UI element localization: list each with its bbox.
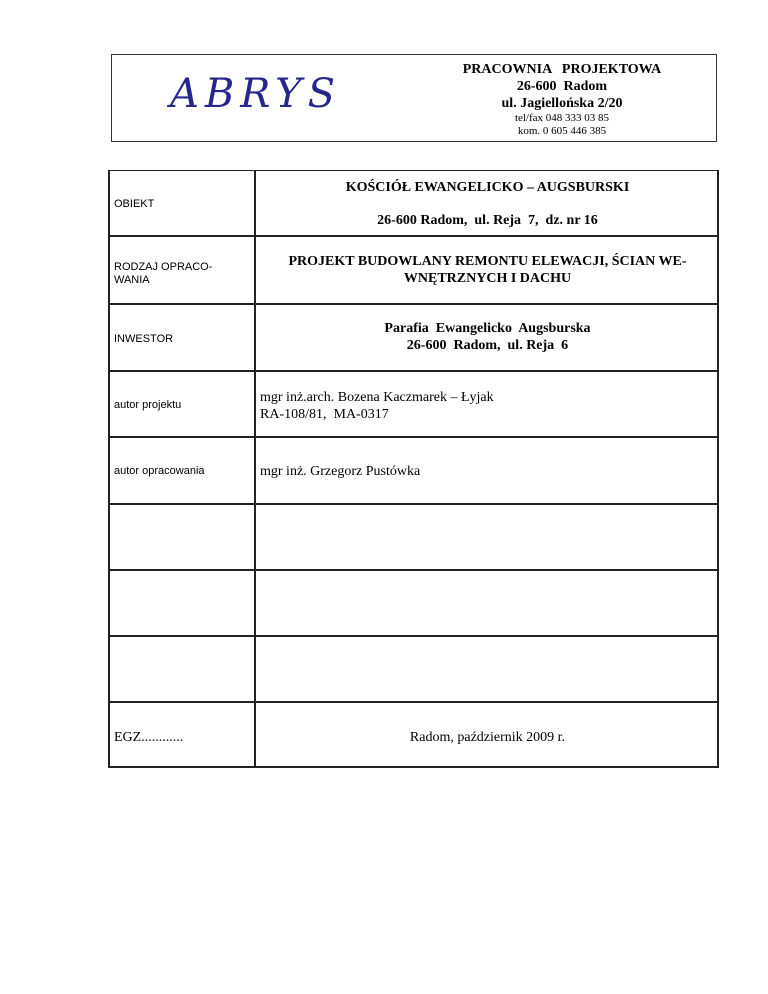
row-divider — [110, 701, 717, 703]
row-divider — [110, 569, 717, 571]
autor-projektu-line2: RA-108/81, MA-0317 — [260, 407, 389, 422]
label-autor-opracowania: autor opracowania — [114, 465, 205, 477]
label-inwestor: INWESTOR — [114, 333, 174, 345]
firm-info — [412, 61, 712, 138]
label-autor-projektu: autor projektu — [114, 399, 182, 411]
inwestor-value — [260, 320, 715, 354]
row-divider — [110, 235, 717, 237]
row-divider — [110, 370, 717, 372]
autor-opracowania-value: mgr inż. Grzegorz Pustówka — [260, 464, 421, 479]
firm-mobile: kom. 0 605 446 385 — [517, 125, 607, 137]
header-box — [111, 54, 717, 142]
row-divider — [110, 303, 717, 305]
label-rodzaj-line2: WANIA — [114, 274, 150, 286]
autor-projektu-value — [260, 389, 715, 423]
firm-city: 26-600 Radom — [516, 79, 608, 94]
logo-text: ABRYS — [170, 71, 341, 117]
inwestor-value-line2: 26-600 Radom, ul. Reja 6 — [406, 338, 569, 353]
row-divider — [110, 436, 717, 438]
obiekt-address: 26-600 Radom, ul. Reja 7, dz. nr 16 — [377, 213, 598, 228]
firm-street: ul. Jagiellońska 2/20 — [501, 96, 623, 111]
obiekt-title: KOŚCIÓŁ EWANGELICKO – AUGSBURSKI — [345, 180, 630, 195]
autor-projektu-line1: mgr inż.arch. Bozena Kaczmarek – Łyjak — [260, 390, 494, 405]
company-logo — [162, 69, 352, 119]
inwestor-value-line1: Parafia Ewangelicko Augsburska — [384, 321, 591, 336]
column-divider — [254, 171, 256, 766]
copy-number: EGZ............ — [114, 730, 184, 745]
firm-name: PRACOWNIA PROJEKTOWA — [462, 62, 662, 77]
firm-phone: tel/fax 048 333 03 85 — [514, 112, 610, 124]
rodzaj-value-line1: PROJEKT BUDOWLANY REMONTU ELEWACJI, ŚCIAN WE- — [288, 254, 687, 269]
rodzaj-value — [260, 253, 715, 287]
project-table — [108, 170, 719, 768]
label-rodzaj — [114, 261, 252, 287]
label-obiekt: OBIEKT — [114, 198, 155, 210]
label-rodzaj-line1: RODZAJ OPRACO- — [114, 261, 213, 273]
place-date: Radom, październik 2009 r. — [409, 730, 566, 745]
rodzaj-value-line2: WNĘTRZNYCH I DACHU — [403, 271, 572, 286]
row-divider — [110, 635, 717, 637]
row-divider — [110, 503, 717, 505]
